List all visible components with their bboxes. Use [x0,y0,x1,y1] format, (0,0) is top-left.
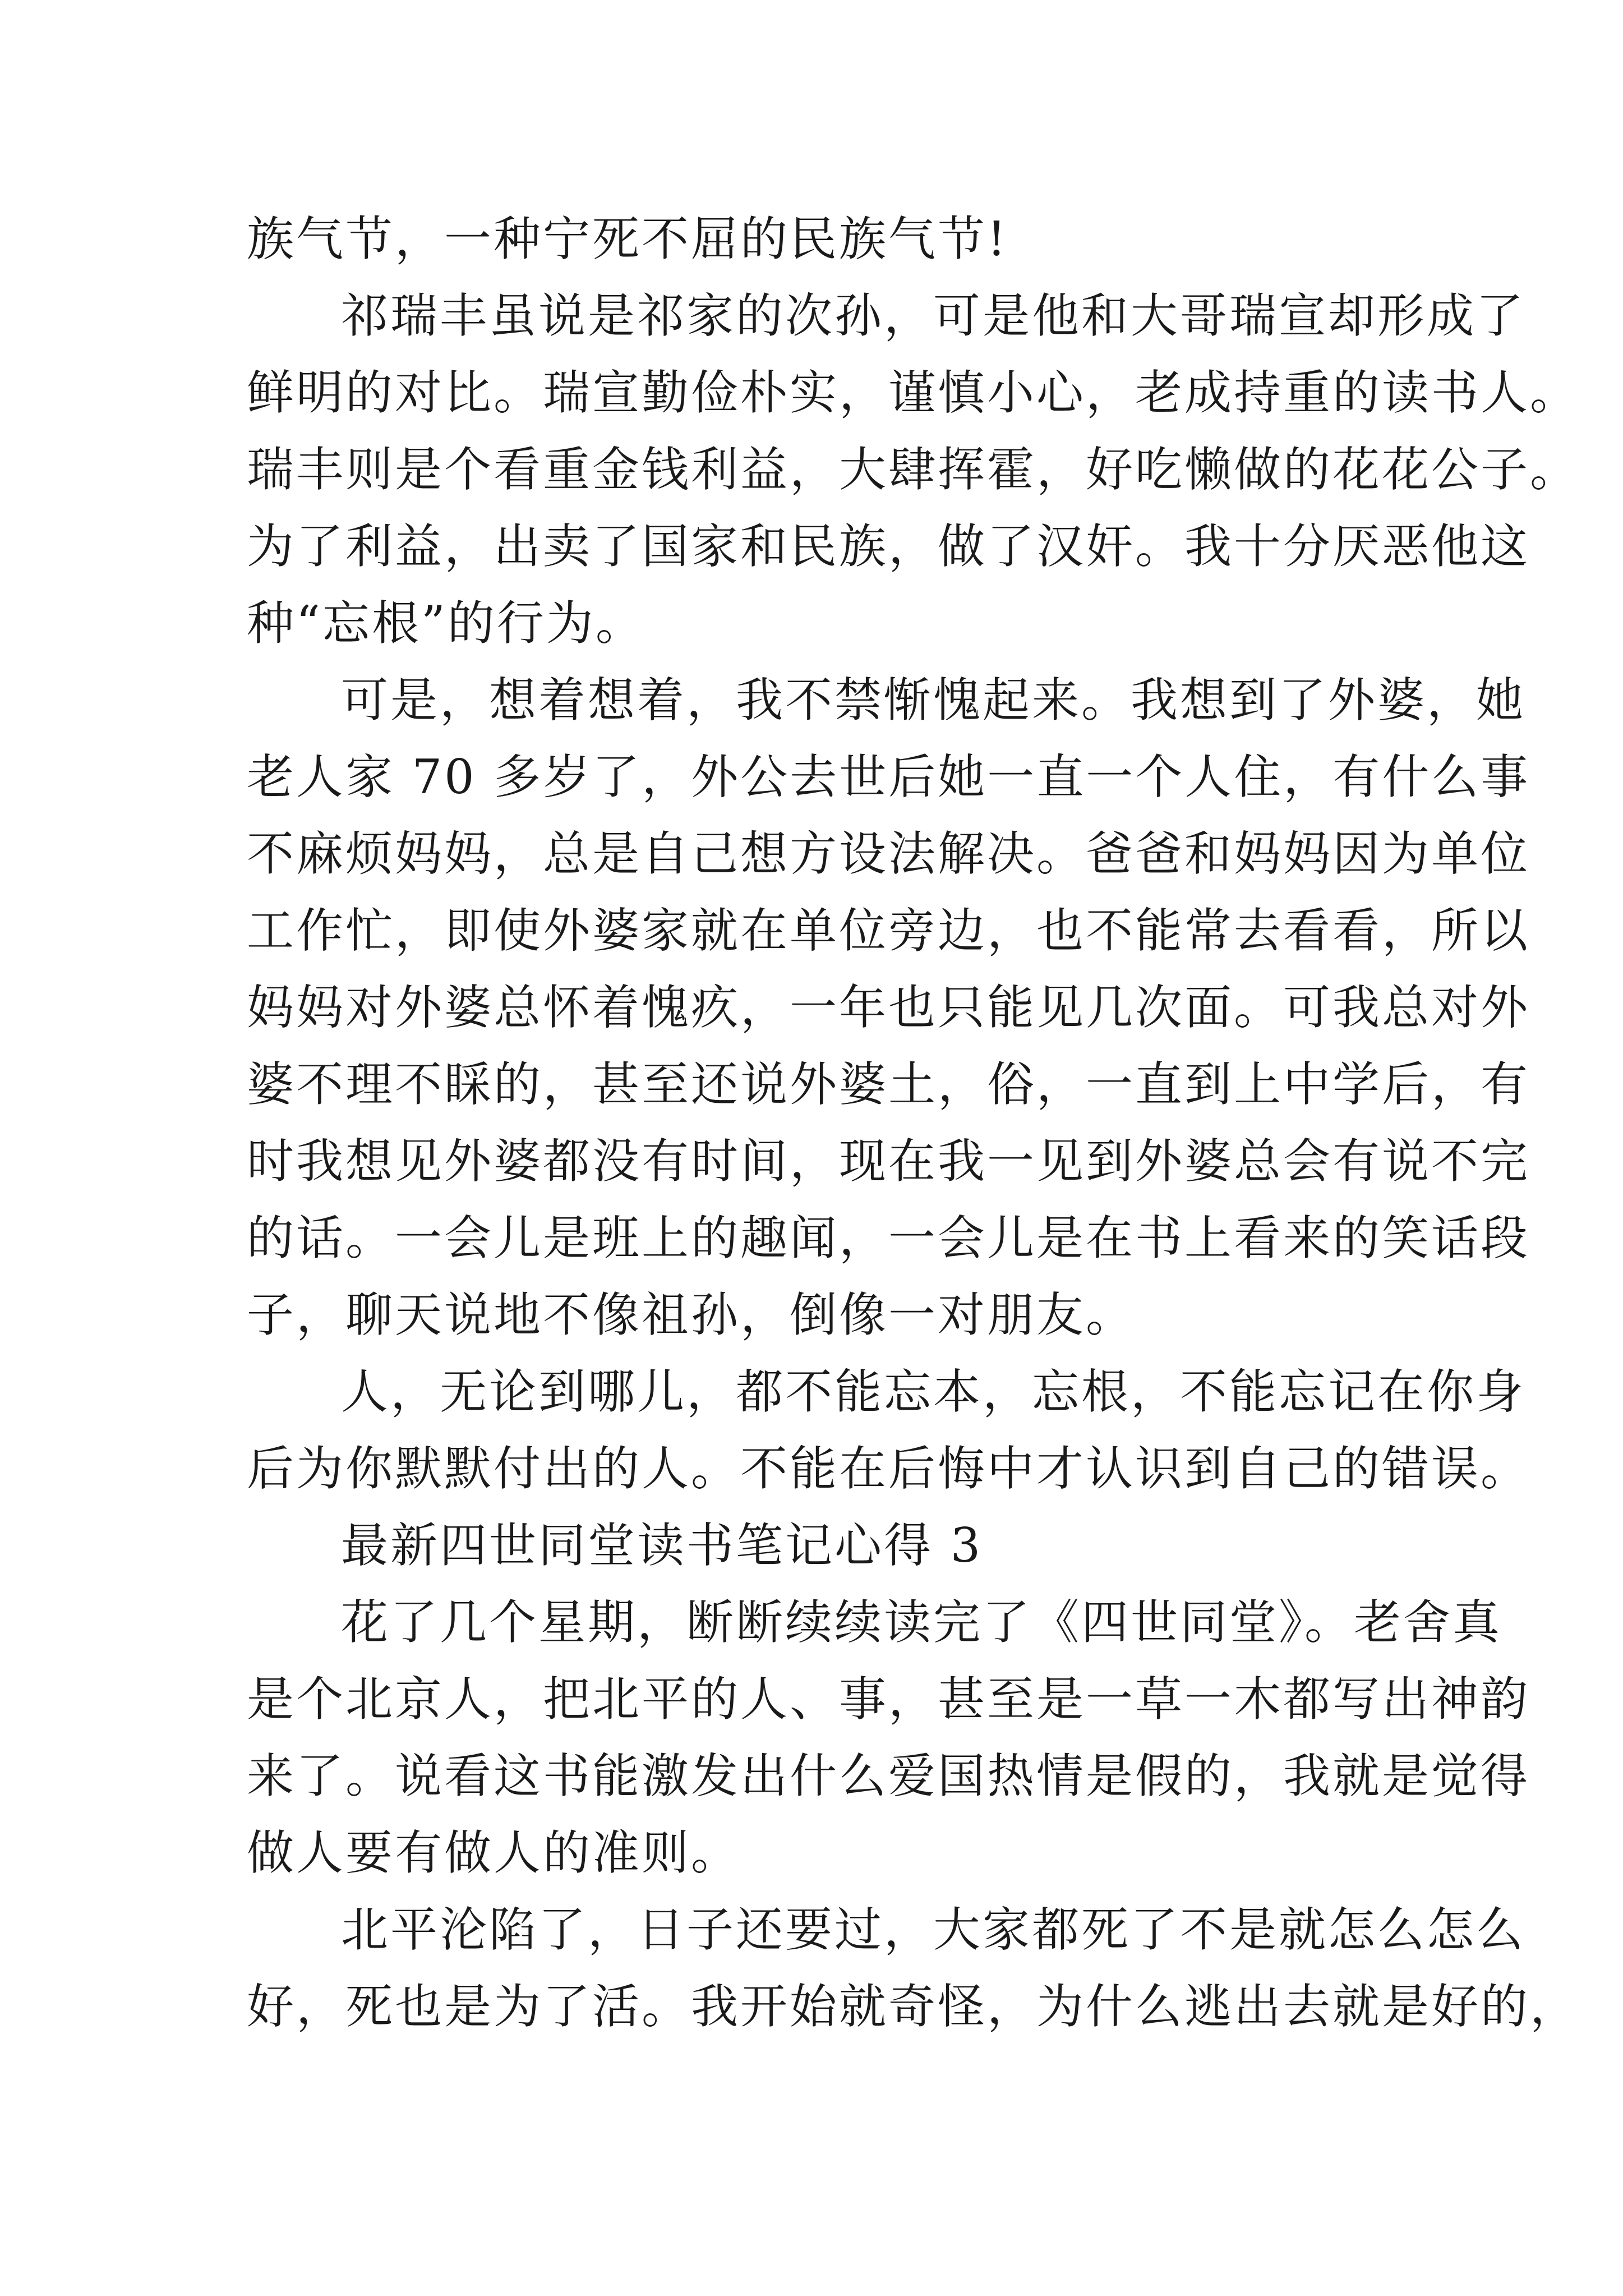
text-line: 子，聊天说地不像祖孙，倒像一对朋友。 [247,1287,1136,1342]
text-line: 族气节，一种宁死不屈的民族气节! [247,211,1008,266]
text-line: 最新四世同堂读书笔记心得 3 [341,1518,983,1573]
text-line: 妈妈对外婆总怀着愧疚，一年也只能见几次面。可我总对外 [247,980,1530,1035]
text-line: 来了。说看这书能激发出什么爱国热情是假的，我就是觉得 [247,1749,1530,1803]
text-line: 时我想见外婆都没有时间，现在我一见到外婆总会有说不完 [247,1134,1530,1189]
text-line: 老人家 70 多岁了，外公去世后她一直一个人住，有什么事 [247,749,1530,804]
text-line: 可是，想着想着，我不禁惭愧起来。我想到了外婆，她 [341,673,1526,728]
text-line: 做人要有做人的准则。 [247,1825,741,1880]
text-line: 祁瑞丰虽说是祁家的次孙，可是他和大哥瑞宣却形成了 [341,288,1526,343]
text-line: 后为你默默付出的人。不能在后悔中才认识到自己的错误。 [247,1441,1530,1496]
text-line: 花了几个星期，断断续续读完了《四世同堂》。老舍真 [341,1595,1502,1650]
text-line: 北平沦陷了，日子还要过，大家都死了不是就怎么怎么 [341,1902,1526,1957]
text-line: 好，死也是为了活。我开始就奇怪，为什么逃出去就是好的， [247,1979,1580,2034]
text-line: 的话。一会儿是班上的趣闻，一会儿是在书上看来的笑话段 [247,1211,1530,1266]
text-line: 工作忙，即使外婆家就在单位旁边，也不能常去看看，所以 [247,903,1530,958]
text-line: 不麻烦妈妈，总是自己想方设法解决。爸爸和妈妈因为单位 [247,826,1530,881]
text-line: 婆不理不睬的，甚至还说外婆土，俗，一直到上中学后，有 [247,1057,1530,1112]
text-line: 鲜明的对比。瑞宣勤俭朴实，谨慎小心，老成持重的读书人。 [247,365,1580,420]
text-line: 人，无论到哪儿，都不能忘本，忘根，不能忘记在你身 [341,1364,1526,1419]
text-line: 为了利益，出卖了国家和民族，做了汉奸。我十分厌恶他这 [247,519,1530,574]
body-text [247,201,1580,2045]
text-line: 种“忘根”的行为。 [247,596,645,651]
text-line: 是个北京人，把北平的人、事，甚至是一草一木都写出神韵 [247,1672,1530,1727]
text-line: 瑞丰则是个看重金钱利益，大肆挥霍，好吃懒做的花花公子。 [247,442,1580,497]
